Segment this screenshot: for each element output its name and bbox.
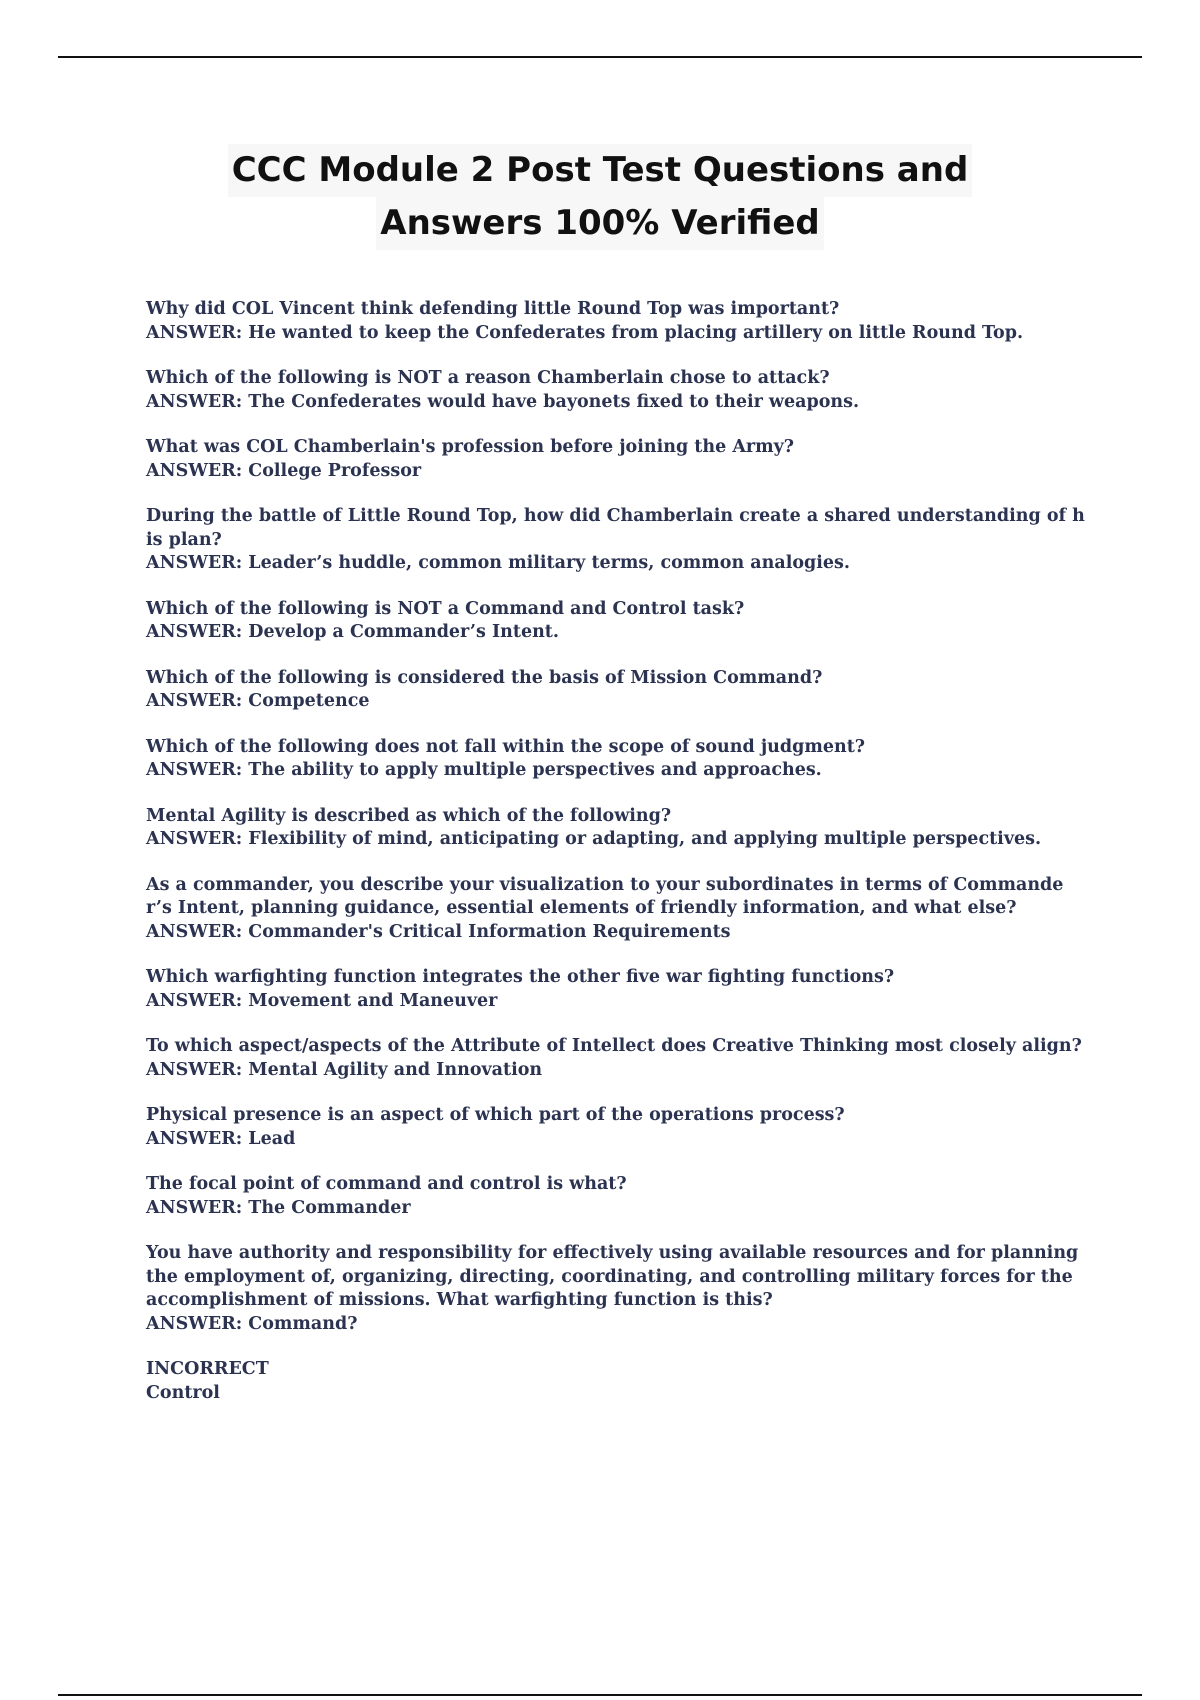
question-1: Why did COL Vincent think defending little Round Top was important? [146, 299, 840, 319]
answer-4: ANSWER: Leader’s huddle, common military terms, common analogies. [146, 553, 850, 573]
qa-item-15 [146, 1358, 1086, 1405]
question-10: Which warfighting function integrates the other five war fighting functions? [146, 967, 895, 987]
answer-3: ANSWER: College Professor [146, 460, 422, 481]
answer-7: ANSWER: The ability to apply multiple perspectives and approaches. [146, 760, 822, 780]
qa-item-5 [146, 598, 1086, 645]
incorrect-label: INCORRECT [146, 1359, 269, 1379]
qa-item-11 [146, 1035, 1086, 1082]
question-6: Which of the following is considered the basis of Mission Command? [146, 667, 823, 688]
question-5: Which of the following is NOT a Command and Control task? [146, 598, 745, 619]
qa-item-6 [146, 667, 1086, 714]
qa-item-8 [146, 805, 1086, 852]
question-7: Which of the following does not fall within the scope of sound judgment? [146, 736, 866, 757]
qa-item-4 [146, 505, 1086, 576]
question-2: Which of the following is NOT a reason Chamberlain chose to attack? [146, 368, 830, 388]
document-title [0, 144, 1200, 250]
answer-14: ANSWER: Command? [146, 1313, 358, 1334]
qa-item-10 [146, 966, 1086, 1013]
answer-13: ANSWER: The Commander [146, 1197, 411, 1218]
qa-item-9 [146, 874, 1086, 945]
answer-10: ANSWER: Movement and Maneuver [146, 990, 498, 1011]
question-3: What was COL Chamberlain's profession before joining the Army? [146, 437, 795, 457]
question-11: To which aspect/aspects of the Attribute of Intellect does Creative Thinking most closely align? ANSWER: Mental Agility and Innovation [146, 1036, 1082, 1080]
question-9: As a commander, you describe your visualization to your subordinates in terms of Commander’s Intent, planning guidance, essential elements of friendly information, and what else? [146, 874, 1064, 918]
answer-5: ANSWER: Develop a Commander’s Intent. [146, 622, 559, 642]
question-14: You have authority and responsibility for effectively using available resources and for planning the employment of, organizing, directing, coordinating, and controlling military forces for the accomplishment of missions. What warfighting function is this? [146, 1243, 1079, 1310]
correct-answer: Control [146, 1382, 220, 1403]
answer-6: ANSWER: Competence [146, 691, 370, 711]
qa-item-7 [146, 736, 1086, 783]
qa-item-13 [146, 1173, 1086, 1220]
answer-12: ANSWER: Lead [146, 1128, 296, 1149]
title-line-2: Answers 100% Verified [376, 197, 823, 250]
title-line-1: CCC Module 2 Post Test Questions and [228, 144, 973, 197]
qa-item-2 [146, 367, 1086, 414]
answer-2: ANSWER: The Confederates would have bayonets fixed to their weapons. [146, 391, 860, 412]
question-12: Physical presence is an aspect of which part of the operations process? [146, 1105, 845, 1125]
question-4: During the battle of Little Round Top, how did Chamberlain create a shared understanding of his plan? [146, 506, 1085, 550]
answer-8: ANSWER: Flexibility of mind, anticipating or adapting, and applying multiple perspectives. [146, 829, 1042, 849]
top-rule [58, 56, 1142, 58]
bottom-rule [58, 1694, 1142, 1696]
qa-list [146, 298, 1086, 1427]
qa-item-14 [146, 1242, 1086, 1336]
answer-1: ANSWER: He wanted to keep the Confederates from placing artillery on little Round Top. [146, 322, 1024, 343]
answer-9: ANSWER: Commander's Critical Information Requirements [146, 921, 731, 942]
qa-item-3 [146, 436, 1086, 483]
question-8: Mental Agility is described as which of the following? [146, 805, 672, 826]
qa-item-12 [146, 1104, 1086, 1151]
qa-item-1 [146, 298, 1086, 345]
question-13: The focal point of command and control is what? [146, 1174, 627, 1194]
